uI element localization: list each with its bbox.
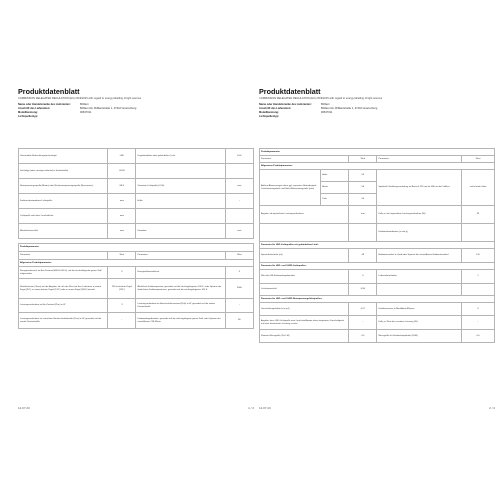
table-row	[260, 242, 495, 249]
table-cell	[462, 284, 495, 296]
supplier-address-label: Anschrift des Lieferanten:	[18, 107, 51, 110]
table-cell: Farbkonsistenz in MacAdam-Ellipsen	[377, 303, 462, 316]
table-cell: Verschiebungsfaktor (cos φ1)	[260, 303, 349, 316]
table-cell: Leistungsaufnahme im vernetzten Bereitschaftsbetrieb (Pnet) in W, gerundet auf die zweite Dezimalstelle	[19, 313, 108, 329]
model-id-label: Modellkennung:	[259, 111, 279, 114]
light-source-type-label: Lichtquellentyp:	[18, 115, 39, 118]
table-cell: 35	[462, 206, 495, 224]
regulation-subtitle: COMMISSION DELEGATED REGULATION (EU) 2019/2015 with regard to energy labelling of light sources	[18, 97, 142, 100]
table-cell	[136, 164, 225, 179]
table-cell: 3000	[225, 279, 253, 299]
table-cell	[225, 164, 253, 179]
footer-date: 12.07.23	[259, 406, 271, 410]
table-cell: -	[225, 299, 253, 313]
table-row	[260, 263, 495, 270]
table-cell: 0	[349, 270, 377, 284]
table-cell: Dimmbar:	[136, 224, 225, 239]
column-header: Parameter	[260, 156, 349, 163]
light-source-type-row	[259, 115, 495, 119]
table-cell: DLS	[225, 149, 253, 164]
table-row	[260, 163, 495, 170]
section-heading: Allgemeine Produktparameter:	[19, 260, 254, 267]
column-header: Parameter	[19, 252, 108, 260]
table-row	[19, 279, 254, 299]
table-cell: Angabe, dass LED-Lichtquelle eine Leuchtstofflampe ohne integriertes Vorschaltgerät mit einer bestimmten Leistung ersetzt	[260, 316, 349, 330]
section-heading: Produktparameter	[260, 149, 495, 156]
table-row	[19, 313, 254, 329]
section-heading: Produktparameter	[19, 244, 254, 252]
table-cell: Sockeltyp (oder sonstige elektrische Schnittstelle)	[19, 164, 108, 179]
table-row	[19, 267, 254, 279]
page-footer	[259, 406, 495, 410]
table-cell: 0,6	[462, 330, 495, 343]
column-header: Wert	[349, 156, 377, 163]
table-cell: 1	[462, 270, 495, 284]
table-cell: Wert des R9-Farbwiedergabeindex	[260, 270, 349, 284]
table-cell: Messgröße für Stroboskopeffekte (SVM)	[377, 330, 462, 343]
model-id-value: 96637011	[321, 111, 333, 114]
dimension-value: 50	[349, 182, 377, 194]
table-cell	[349, 224, 377, 242]
table-cell: 0,5	[349, 330, 377, 343]
table-cell	[260, 224, 349, 242]
model-id-value: 96637011	[80, 111, 92, 114]
table-cell: Hülle:	[136, 194, 225, 209]
page-number: 2 / 2	[489, 406, 495, 410]
table-row	[19, 149, 254, 164]
table-cell: Verwendete Beleuchtungstechnologie:	[19, 149, 108, 164]
table-cell: Energieeffizienzklasse	[136, 267, 225, 279]
section-heading: Allgemeine Produktparameter:	[260, 163, 495, 170]
table-cell: nein	[108, 194, 136, 209]
table-row	[19, 252, 254, 260]
table-cell: Halbwertswinkel in Grad oder Spanne der einstellbaren Halbwertswinkel	[377, 249, 462, 263]
footer-date: 12.07.23	[18, 406, 30, 410]
table-cell: Farbton-abstimmbare Lichtquelle:	[19, 194, 108, 209]
table-cell: Angabe, ob äquivalente Leistungsaufnahme	[260, 206, 349, 224]
dimension-key: Tiefe	[321, 194, 349, 206]
supplier-name-value: Brilliant	[321, 103, 330, 106]
column-header: Parameter	[377, 156, 462, 163]
dimension-key: Breite	[321, 182, 349, 194]
table-cell: -	[349, 316, 377, 330]
table-cell: 3	[108, 299, 136, 313]
table-cell: Lebensdauerfaktor	[377, 270, 462, 284]
table-row	[260, 170, 495, 182]
table-row	[19, 194, 254, 209]
dimensions-label: Äußere Abmessungen ohne ggf. separates Betriebsgerät, Lichtsteuerungsteile und Nicht-Beleuchtungsteile (mm)	[260, 170, 321, 206]
table-row	[260, 206, 495, 224]
dimension-key: Höhe	[321, 170, 349, 182]
table-row	[19, 244, 254, 252]
model-id-label: Modellkennung:	[18, 111, 38, 114]
table-cell: 48	[349, 249, 377, 263]
table-cell: LED	[108, 149, 136, 164]
table-cell: Netzspannungsquelle (Mains) oder Nichtnetzspannungsquelle (Non-mains):	[19, 179, 108, 194]
table-cell: nein	[108, 209, 136, 224]
table-cell: Leistungsaufnahme im Ein-Zustand (Pon) in W	[19, 299, 108, 313]
table-cell: 6	[462, 303, 495, 316]
table-cell: Farbwertkoordinaten (x und y)	[377, 224, 462, 242]
supplier-address-label: Anschrift des Lieferanten:	[259, 107, 292, 110]
table-cell: nein	[225, 179, 253, 194]
table-cell: Blendschutzschild:	[19, 224, 108, 239]
spectral-label: Spektrale Strahlungsverteilung im Bereich 250 nm bis 800 nm bei Volllast	[377, 170, 462, 206]
table-cell: Flimmer-Messgröße (Pst LM)	[260, 330, 349, 343]
supplier-info	[259, 103, 495, 119]
table-cell: Falls ja, Wert der ersetzten Leistung (W)	[377, 316, 462, 330]
table-cell: Lichtquelle mit hoher Leuchtdichte:	[19, 209, 108, 224]
table-cell: 110	[462, 249, 495, 263]
table-row	[19, 224, 254, 239]
dimension-value: 50	[349, 194, 377, 206]
page-title: Produktdatenblatt	[18, 87, 80, 96]
column-header: Wert	[108, 252, 136, 260]
section-heading: Parameter für LED-Lichtquellen mit gebündeltem Licht:	[260, 242, 495, 249]
supplier-name-label: Name oder Handelsmarke des Lieferanten:	[259, 103, 312, 106]
table-cell	[136, 209, 225, 224]
table-cell: -	[462, 316, 495, 330]
table-cell: F	[225, 267, 253, 279]
spectral-value: siehe letzte Seite	[462, 170, 495, 206]
table-cell: Spitzenlichtstärke (cd)	[260, 249, 349, 263]
table-cell: Lichtstromerhalt	[260, 284, 349, 296]
table-cell: -	[225, 194, 253, 209]
product-parameters-table	[259, 148, 495, 343]
table-cell: 250 in breitem Kegel (120°)	[108, 279, 136, 299]
section-heading: Parameter für LED- und OLED-Lichtquellen:	[260, 263, 495, 270]
table-row	[260, 296, 495, 303]
table-cell: Energieverbrauch im Ein-Zustand (kWh/1.000 h), auf die nächstfolgende ganze Zahl aufgerundet	[19, 267, 108, 279]
table-cell: Farbwiedergabeindex, gerundet auf die nächstgelegene ganze Zahl, oder Spanne der einstellbaren CRI-Werte	[136, 313, 225, 329]
table-cell: nein	[108, 224, 136, 239]
column-header: Wert	[462, 156, 495, 163]
light-source-type-row	[18, 115, 254, 119]
technology-table	[18, 148, 254, 239]
supplier-info	[18, 103, 254, 119]
column-header: Wert	[225, 252, 253, 260]
table-cell	[225, 209, 253, 224]
supplier-address-value: Brilliant AG, Brilliantstraße 1, 27442 Gnarrenburg	[321, 107, 378, 110]
table-cell: Falls ja, der äquivalente Leistungsaufnahme (W)	[377, 206, 462, 224]
table-cell: 0,96	[349, 284, 377, 296]
table-cell: 3	[108, 267, 136, 279]
table-cell	[462, 224, 495, 242]
table-row	[19, 164, 254, 179]
table-row	[19, 299, 254, 313]
table-cell: -	[108, 313, 136, 329]
product-parameters-table	[18, 243, 254, 329]
table-row	[19, 209, 254, 224]
table-row	[260, 303, 495, 316]
dimension-value: 55	[349, 170, 377, 182]
table-row	[260, 330, 495, 343]
table-cell: Nutzlichtstrom (Φuse) mit der Angabe, ob sich der Wert auf den Lichtstrom in einem Kegel (90°), in einem breiten Kegel (120°) oder in einem Kegel (360°) bezieht	[19, 279, 108, 299]
table-row	[260, 284, 495, 296]
supplier-name-value: Brilliant	[80, 103, 89, 106]
table-cell: 0,57	[349, 303, 377, 316]
table-row	[260, 224, 495, 242]
datasheet-page-1	[18, 88, 254, 413]
table-cell: Ähnlichste Farbtemperatur, gerundet auf die nächstgelegenen 100 K, oder Spanne der ähnlichsten Farbtemperaturen, gerundet auf die nächstgelegenen 100 K	[136, 279, 225, 299]
table-cell: Vernetzte Lichtquelle (CLS):	[136, 179, 225, 194]
table-row	[260, 316, 495, 330]
column-header: Parameter	[136, 252, 225, 260]
regulation-subtitle: COMMISSION DELEGATED REGULATION (EU) 2019/2015 with regard to energy labelling of light sources	[259, 97, 383, 100]
table-row	[19, 179, 254, 194]
table-row	[260, 156, 495, 163]
table-row	[19, 260, 254, 267]
section-heading: Parameter für LED- und OLED-Netzspannungslichtquellen:	[260, 296, 495, 303]
page-title: Produktdatenblatt	[259, 87, 321, 96]
table-cell: true	[349, 206, 377, 224]
page-number: 1 / 2	[248, 406, 254, 410]
table-cell: GU10	[108, 164, 136, 179]
datasheet-page-2	[259, 88, 495, 413]
supplier-address-value: Brilliant AG, Brilliantstraße 1, 27442 Gnarrenburg	[80, 107, 137, 110]
page-footer	[18, 406, 254, 410]
light-source-type-label: Lichtquellentyp:	[259, 115, 280, 118]
table-row	[260, 149, 495, 156]
supplier-name-label: Name oder Handelsmarke des Lieferanten:	[18, 103, 71, 106]
table-row	[260, 249, 495, 263]
table-cell: nein	[225, 224, 253, 239]
table-cell: Ungebündeltes oder gebündeltes Licht:	[136, 149, 225, 164]
table-cell	[377, 284, 462, 296]
table-cell: 80	[225, 313, 253, 329]
table-cell: MLS	[108, 179, 136, 194]
table-row	[260, 270, 495, 284]
table-cell: Leistungsaufnahme im Bereitschaftszustand (Psb) in W, gerundet auf die zweite Dezimalstelle	[136, 299, 225, 313]
